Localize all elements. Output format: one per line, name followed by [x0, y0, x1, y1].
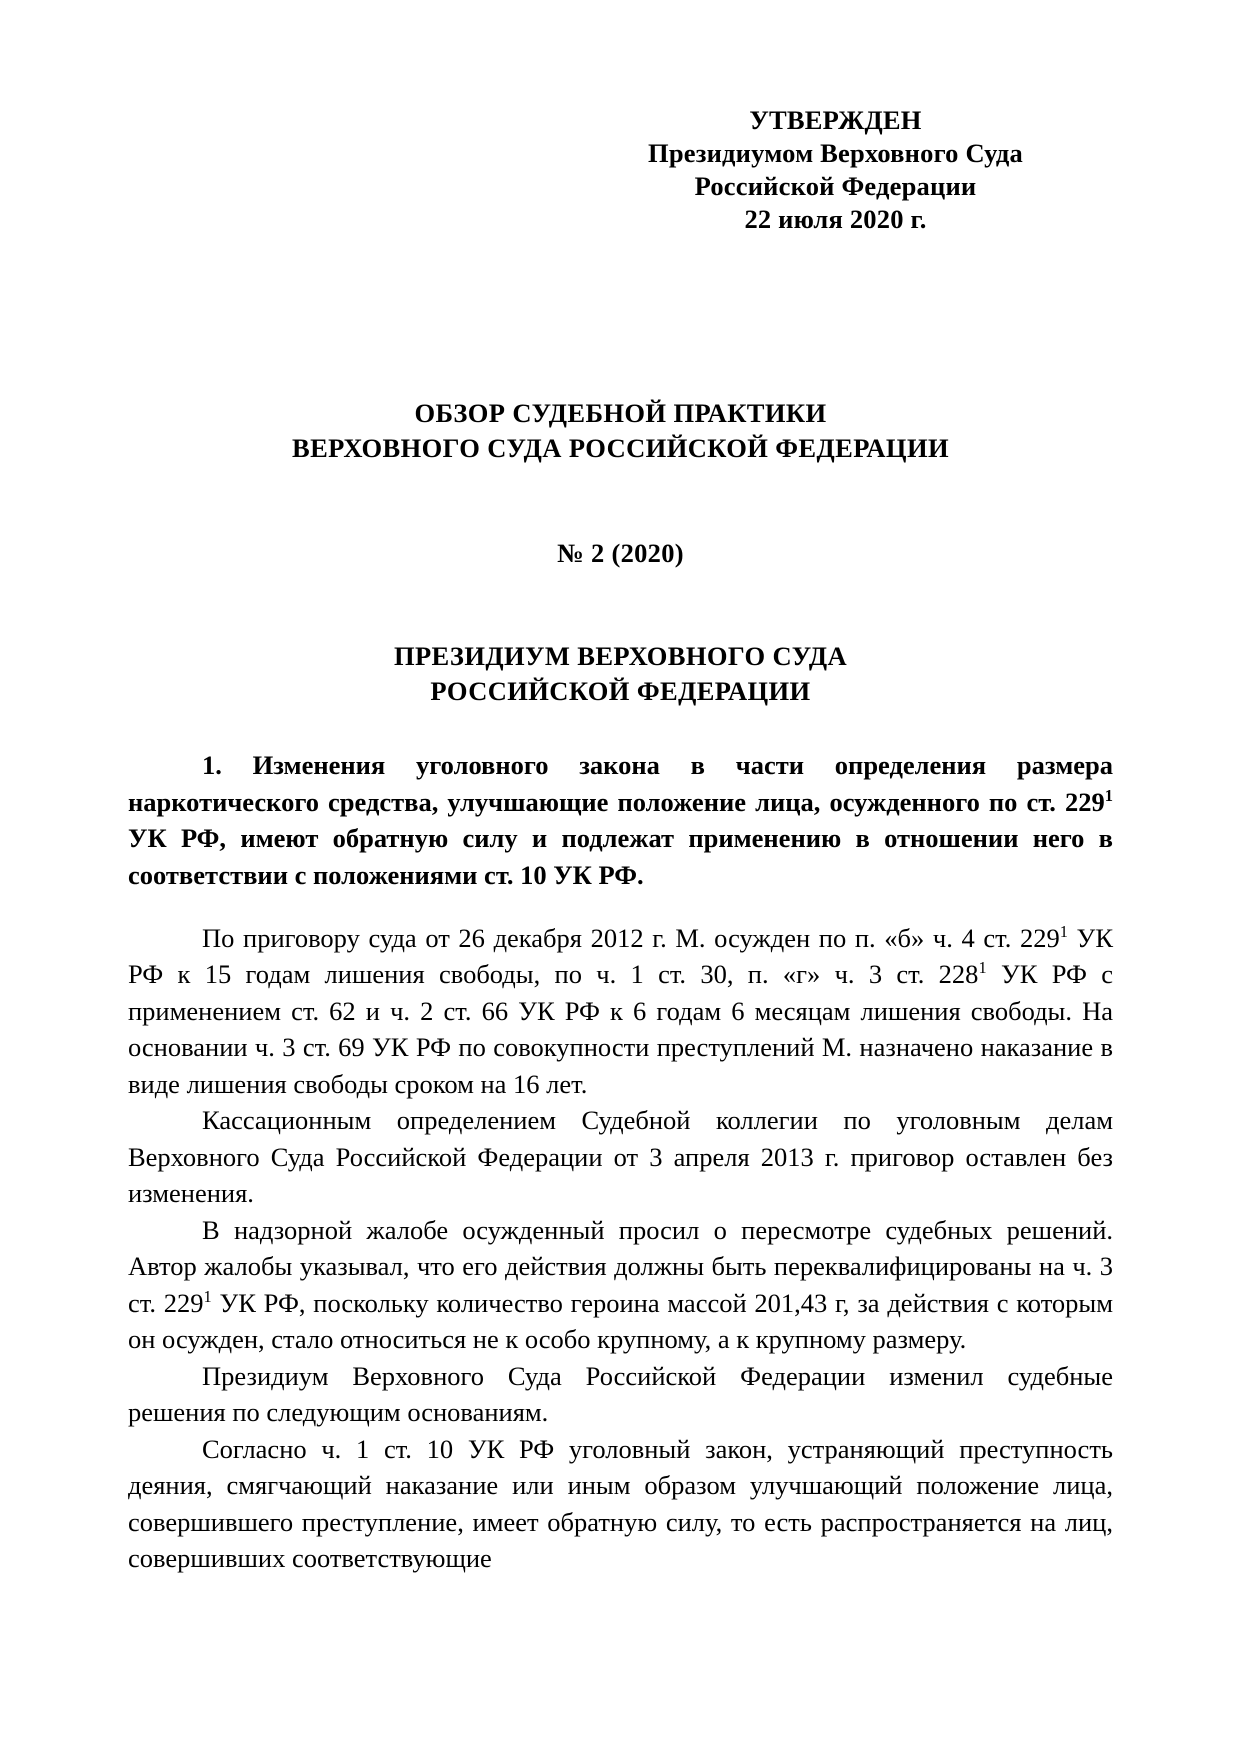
document-title-line-1: ОБЗОР СУДЕБНОЙ ПРАКТИКИ — [414, 398, 827, 428]
document-title-line-2: ВЕРХОВНОГО СУДА РОССИЙСКОЙ ФЕДЕРАЦИИ — [292, 433, 949, 463]
lead-superscript: 1 — [1104, 785, 1113, 805]
body-paragraph-supervisory-complaint — [128, 1212, 1113, 1358]
page-content — [128, 0, 1113, 1577]
approval-line-2: Президиумом Верховного Суда — [648, 138, 1023, 168]
body-paragraph-article-10 — [128, 1431, 1113, 1577]
text-run-2-2: УК РФ, поскольку количество героина массой 201,43 г, за действия с которым он осужден, стало относиться не к особо крупному, а к крупному размеру. — [128, 1287, 1113, 1354]
body-paragraph-presidium-decision — [128, 1358, 1113, 1431]
body-paragraph-verdict — [128, 920, 1113, 1103]
approval-line-1: УТВЕРЖДЕН — [749, 105, 922, 135]
document-title — [128, 396, 1113, 466]
approval-line-4: 22 июля 2020 г. — [744, 204, 927, 234]
text-run-0-0: По приговору суда от 26 декабря 2012 г. М. осужден по п. «б» ч. 4 ст. 229 — [202, 922, 1060, 953]
lead-text-after: УК РФ, имеют обратную силу и подлежат применению в отношении него в соответствии с положениями ст. 10 УК РФ. — [128, 823, 1113, 890]
section-title-line-1: ПРЕЗИДИУМ ВЕРХОВНОГО СУДА — [393, 641, 848, 671]
superscript-0-3: 1 — [978, 958, 987, 978]
body-text — [128, 920, 1113, 1577]
text-run-1-0: Кассационным определением Судебной коллегии по уголовным делам Верховного Суда Российской Федерации от 3 апреля 2013 г. приговор оставлен без изменения. — [128, 1105, 1113, 1208]
superscript-2-1: 1 — [203, 1286, 212, 1306]
approval-block — [128, 104, 1113, 236]
text-run-2-0: В надзорной жалобе осужденный просил о пересмотре судебных решений. Автор жалобы указывал, что его действия должны быть переквалифицированы на ч. 3 ст. 229 — [128, 1214, 1113, 1318]
lead-paragraph — [128, 747, 1113, 893]
body-paragraph-cassation — [128, 1102, 1113, 1212]
lead-item-number: 1. — [202, 750, 222, 780]
text-run-0-4: УК РФ с применением ст. 62 и ч. 2 ст. 66 УК РФ к 6 годам 6 месяцам лишения свободы. На основании ч. 3 ст. 69 УК РФ по совокупности преступлений М. назначено наказание в виде лишения свободы сроком на 16 лет. — [128, 959, 1114, 1099]
issue-number: № 2 (2020) — [557, 538, 684, 568]
superscript-0-1: 1 — [1059, 921, 1068, 941]
text-run-4-0: Согласно ч. 1 ст. 10 УК РФ уголовный закон, устраняющий преступность деяния, смягчающий наказание или иным образом улучшающий положение лица, совершившего преступление, имеет обратную силу, то есть распространяется на лиц, совершивших соответствующие — [128, 1433, 1113, 1573]
approval-line-3: Российской Федерации — [694, 171, 977, 201]
section-title — [128, 639, 1113, 709]
text-run-0-2: УК РФ к 15 годам лишения свободы, по ч. 1 ст. 30, п. «г» ч. 3 ст. 228 — [128, 922, 1113, 989]
lead-text-before: Изменения уголовного закона в части определения размера наркотического средства, улучшающие положение лица, осужденного по ст. 229 — [128, 750, 1113, 817]
text-run-3-0: Президиум Верховного Суда Российской Федерации изменил судебные решения по следующим основаниям. — [128, 1360, 1113, 1427]
section-title-line-2: РОССИЙСКОЙ ФЕДЕРАЦИИ — [430, 676, 811, 706]
